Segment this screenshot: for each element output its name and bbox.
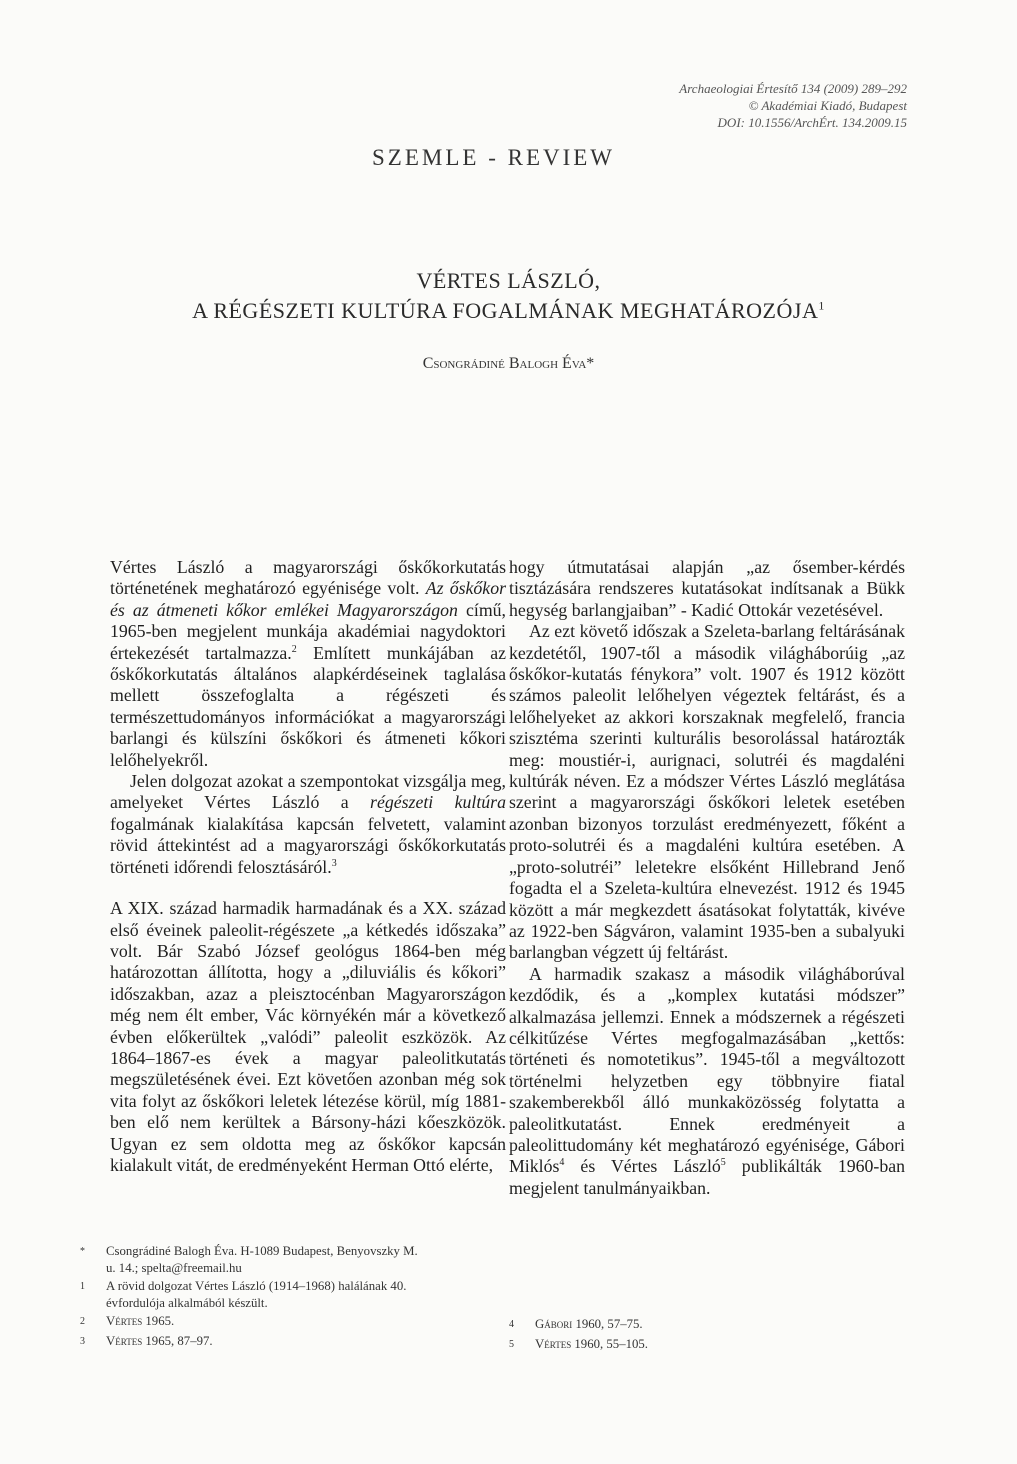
footnote-mark: 2 xyxy=(80,1316,85,1327)
paragraph-text: Említett munkájában az őskőkorkutatás általános alapkérdéseinek taglalása mellett összefoglalta a régészeti és természettudományos információkat a magyarországi barlangi és külszíni őskőkori és átmeneti kőkori lelőhelyekről. xyxy=(110,642,506,770)
article-title-text: A RÉGÉSZETI KULTÚRA FOGALMÁNAK MEGHATÁROZÓJA xyxy=(192,298,819,323)
title-footnote-mark: 1 xyxy=(818,298,825,313)
footnote-mark: * xyxy=(80,1246,85,1257)
paragraph-text: és Vértes László xyxy=(564,1156,721,1177)
footnote-text: Gábori 1960, 57–75. xyxy=(535,1317,643,1331)
paragraph-text: A harmadik szakasz a második világháborúval kezdődik, és a „komplex kutatási módszer” alkalmazása jellemzi. Ennek a módszernek a régészeti célkitűzése Vértes megfogalmazásában „kettős: történeti és nomotetikus”. 1945-től a megváltozott történelmi helyzetben egy többnyire fiatal szakemberekből álló munkaközösség folytatta a paleolitkutatást. Ennek eredményeit a paleolittudomány két meghatározó egyénisége, Gábori Miklós xyxy=(509,963,905,1177)
footnote xyxy=(80,1313,420,1331)
book-title: Az őskőkor és az átmeneti kőkor emlékei Magyarországon xyxy=(110,578,507,620)
paragraph-gap xyxy=(110,878,506,898)
footnote-mark: 3 xyxy=(80,1335,85,1347)
footnote-ref: 3 xyxy=(331,857,337,869)
right-column xyxy=(509,557,905,1199)
paragraph-text: fogalmának kialakítása kapcsán felvetett, valamint rövid áttekintést ad a magyarországi őskőkorkutatás történeti időrendi felosztásáról. xyxy=(110,813,506,877)
footnote-mark: 5 xyxy=(509,1338,514,1350)
footnote xyxy=(509,1316,809,1334)
paragraph-text: Vértes László a magyarországi őskőkorkutatás történetének meghatározó egyénisége volt. xyxy=(110,557,506,599)
paragraph: Az ezt követő időszak a Szeleta-barlang feltárásának kezdetétől, 1907-től a második világháborúig „az őskőkor-kutatás fénykora” volt. 1907 és 1912 között számos paleolit lelőhelyen végeztek feltárást, és a lelőhelyeket az akkori korszaknak megfelelő, francia szisztéma szerinti kulturális besorolással határozták meg: moustiér-i, aurignaci, solutréi és magdaléni kultúrák néven. Ez a módszer Vértes László meglátása szerint a magyarországi őskőkori leletek esetében azonban bizonyos torzulást eredményezett, főként a proto-solutréi és a magdaléni kultúra esetében. A „proto-solutréi” leletekre elsőként Hillebrand Jenő fogadta el a Szeleta-kultúra elnevezést. 1912 és 1945 között a már megkezdett ásatásokat folytatták, kivéve az 1922-ben Ságváron, valamint 1935-ben a subalyuki barlangban végzett új feltárást. xyxy=(509,621,905,963)
footnote-ref: 4 xyxy=(559,1157,565,1169)
footnote-mark: 4 xyxy=(509,1319,514,1330)
journal-reference: Archaeologiai Értesítő 134 (2009) 289–292 xyxy=(679,81,907,96)
paragraph-text: című, 1965-ben megjelent munkája akadémiai nagydoktori értekezését tartalmazza. xyxy=(110,599,506,663)
left-column xyxy=(110,557,506,1176)
author-name: Csongrádiné Balogh Éva* xyxy=(422,355,595,372)
journal-citation xyxy=(679,80,907,131)
footnote-text: Csongrádiné Balogh Éva. H-1089 Budapest, Benyovszky M. u. 14.; spelta@freemail.hu xyxy=(106,1244,418,1275)
footnote xyxy=(80,1333,420,1351)
article-title-line2 xyxy=(0,296,1017,326)
doi-line: DOI: 10.1556/ArchÉrt. 134.2009.15 xyxy=(717,115,907,130)
emphasis-term: régészeti kultúra xyxy=(370,792,506,813)
footnote-text: A rövid dolgozat Vértes László (1914–1968) halálának 40. évfordulója alkalmából készült. xyxy=(106,1279,407,1310)
footnote-mark: 1 xyxy=(80,1281,85,1292)
footnote-ref: 5 xyxy=(720,1157,726,1169)
footnote xyxy=(80,1243,420,1276)
footnote-ref: 2 xyxy=(291,643,297,655)
footnote-text: Vértes 1965, 87–97. xyxy=(106,1333,213,1348)
footnotes-left xyxy=(80,1243,420,1352)
publisher-line: © Akadémiai Kiadó, Budapest xyxy=(748,98,907,113)
footnote-text: Vértes 1965. xyxy=(106,1314,175,1328)
section-heading: SZEMLE - REVIEW xyxy=(372,145,616,170)
footnote xyxy=(509,1336,809,1354)
article-title-line1: VÉRTES LÁSZLÓ, xyxy=(416,268,601,293)
paragraph xyxy=(110,557,506,771)
paragraph-text: publikálták 1960-ban megjelent tanulmányaikban. xyxy=(509,1156,905,1198)
paragraph xyxy=(110,771,506,878)
paragraph xyxy=(509,964,905,1199)
footnote-text: Vértes 1960, 55–105. xyxy=(535,1336,648,1351)
footnote xyxy=(80,1278,420,1311)
paragraph-text: Jelen dolgozat azokat a szempontokat vizsgálja meg, amelyeket Vértes László a xyxy=(110,771,506,813)
paragraph: hogy útmutatásai alapján „az ősember-kérdés tisztázására rendszeres kutatásokat indítsanak a Bükk hegység barlangjaiban” - Kadić Ottokár vezetésével. xyxy=(509,557,905,620)
footnotes-right xyxy=(509,1316,809,1355)
paragraph: A XIX. század harmadik harmadának és a XX. század első éveinek paleolit-régészete „a kétkedés időszaka” volt. Bár Szabó József geológus 1864-ben még határozottan állította, hogy a „diluviális és kőkori” időszakban, azaz a pleisztocénban Magyarországon még nem élt ember, Vác környékén már a következő évben előkerültek „valódi” paleolit eszközök. Az 1864–1867-es évek a magyar paleolitkutatás megszületésének évei. Ezt követően azonban még sok vita folyt az őskőkori leletek létezése körül, míg 1881-ben elő nem kerültek a Bársony-házi kőeszközök. Ugyan ez sem oldotta meg az őskőkor kapcsán kialakult vitát, de eredményeként Herman Ottó elérte, xyxy=(110,898,506,1175)
